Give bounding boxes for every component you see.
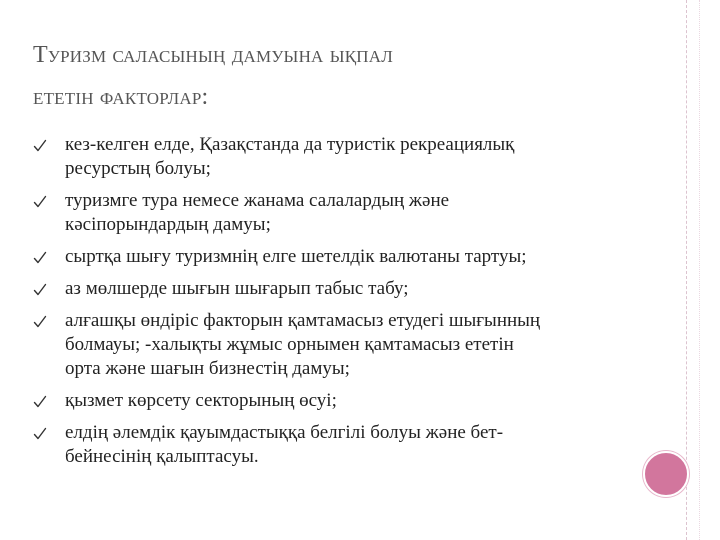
check-icon: [33, 195, 47, 209]
bullet-text-line: аз мөлшерде шығын шығарып табыс табу;: [65, 278, 409, 299]
bullet-text-line: болмауы; -халықты жұмыс орнымен қамтамасыз ететін: [65, 334, 514, 355]
slide-title: [33, 34, 623, 118]
check-icon: [33, 139, 47, 153]
bullet-item: [33, 421, 623, 469]
bullet-text-line: қызмет көрсету секторының өсуі;: [65, 390, 337, 411]
title-line: Туризм саласының дамуына ықпал: [33, 42, 393, 68]
bullet-item: [33, 245, 623, 269]
bullet-item: [33, 389, 623, 413]
check-icon: [33, 427, 47, 441]
bullet-item: [33, 277, 623, 301]
bullet-list: [33, 133, 623, 477]
bullet-item: [33, 309, 623, 381]
bullet-text-line: орта және шағын бизнестің дамуы;: [65, 358, 350, 379]
bullet-text-line: елдің әлемдік қауымдастыққа белгілі болуы және бет-: [65, 422, 504, 443]
bullet-text-line: ресурстың болуы;: [65, 158, 211, 179]
bullet-item: [33, 133, 623, 181]
bullet-text-line: кәсіпорындардың дамуы;: [65, 214, 271, 235]
bullet-item: [33, 189, 623, 237]
bullet-text-line: туризмге тура немесе жанама салалардың және: [65, 190, 450, 211]
frame-border-line: [699, 0, 700, 540]
check-icon: [33, 395, 47, 409]
decorative-circle: [643, 451, 689, 497]
check-icon: [33, 315, 47, 329]
bullet-text-line: бейнесінің қалыптасуы.: [65, 446, 259, 467]
title-line: ететін факторлар:: [33, 84, 209, 110]
frame-border-line: [686, 0, 687, 540]
bullet-text-line: алғашқы өндіріс факторын қамтамасыз етудегі шығынның: [65, 310, 541, 331]
bullet-text-line: кез-келген елде, Қазақстанда да туристік рекреациялық: [65, 134, 515, 155]
check-icon: [33, 283, 47, 297]
check-icon: [33, 251, 47, 265]
bullet-text-line: сыртқа шығу туризмнің елге шетелдік валютаны тартуы;: [65, 246, 527, 267]
